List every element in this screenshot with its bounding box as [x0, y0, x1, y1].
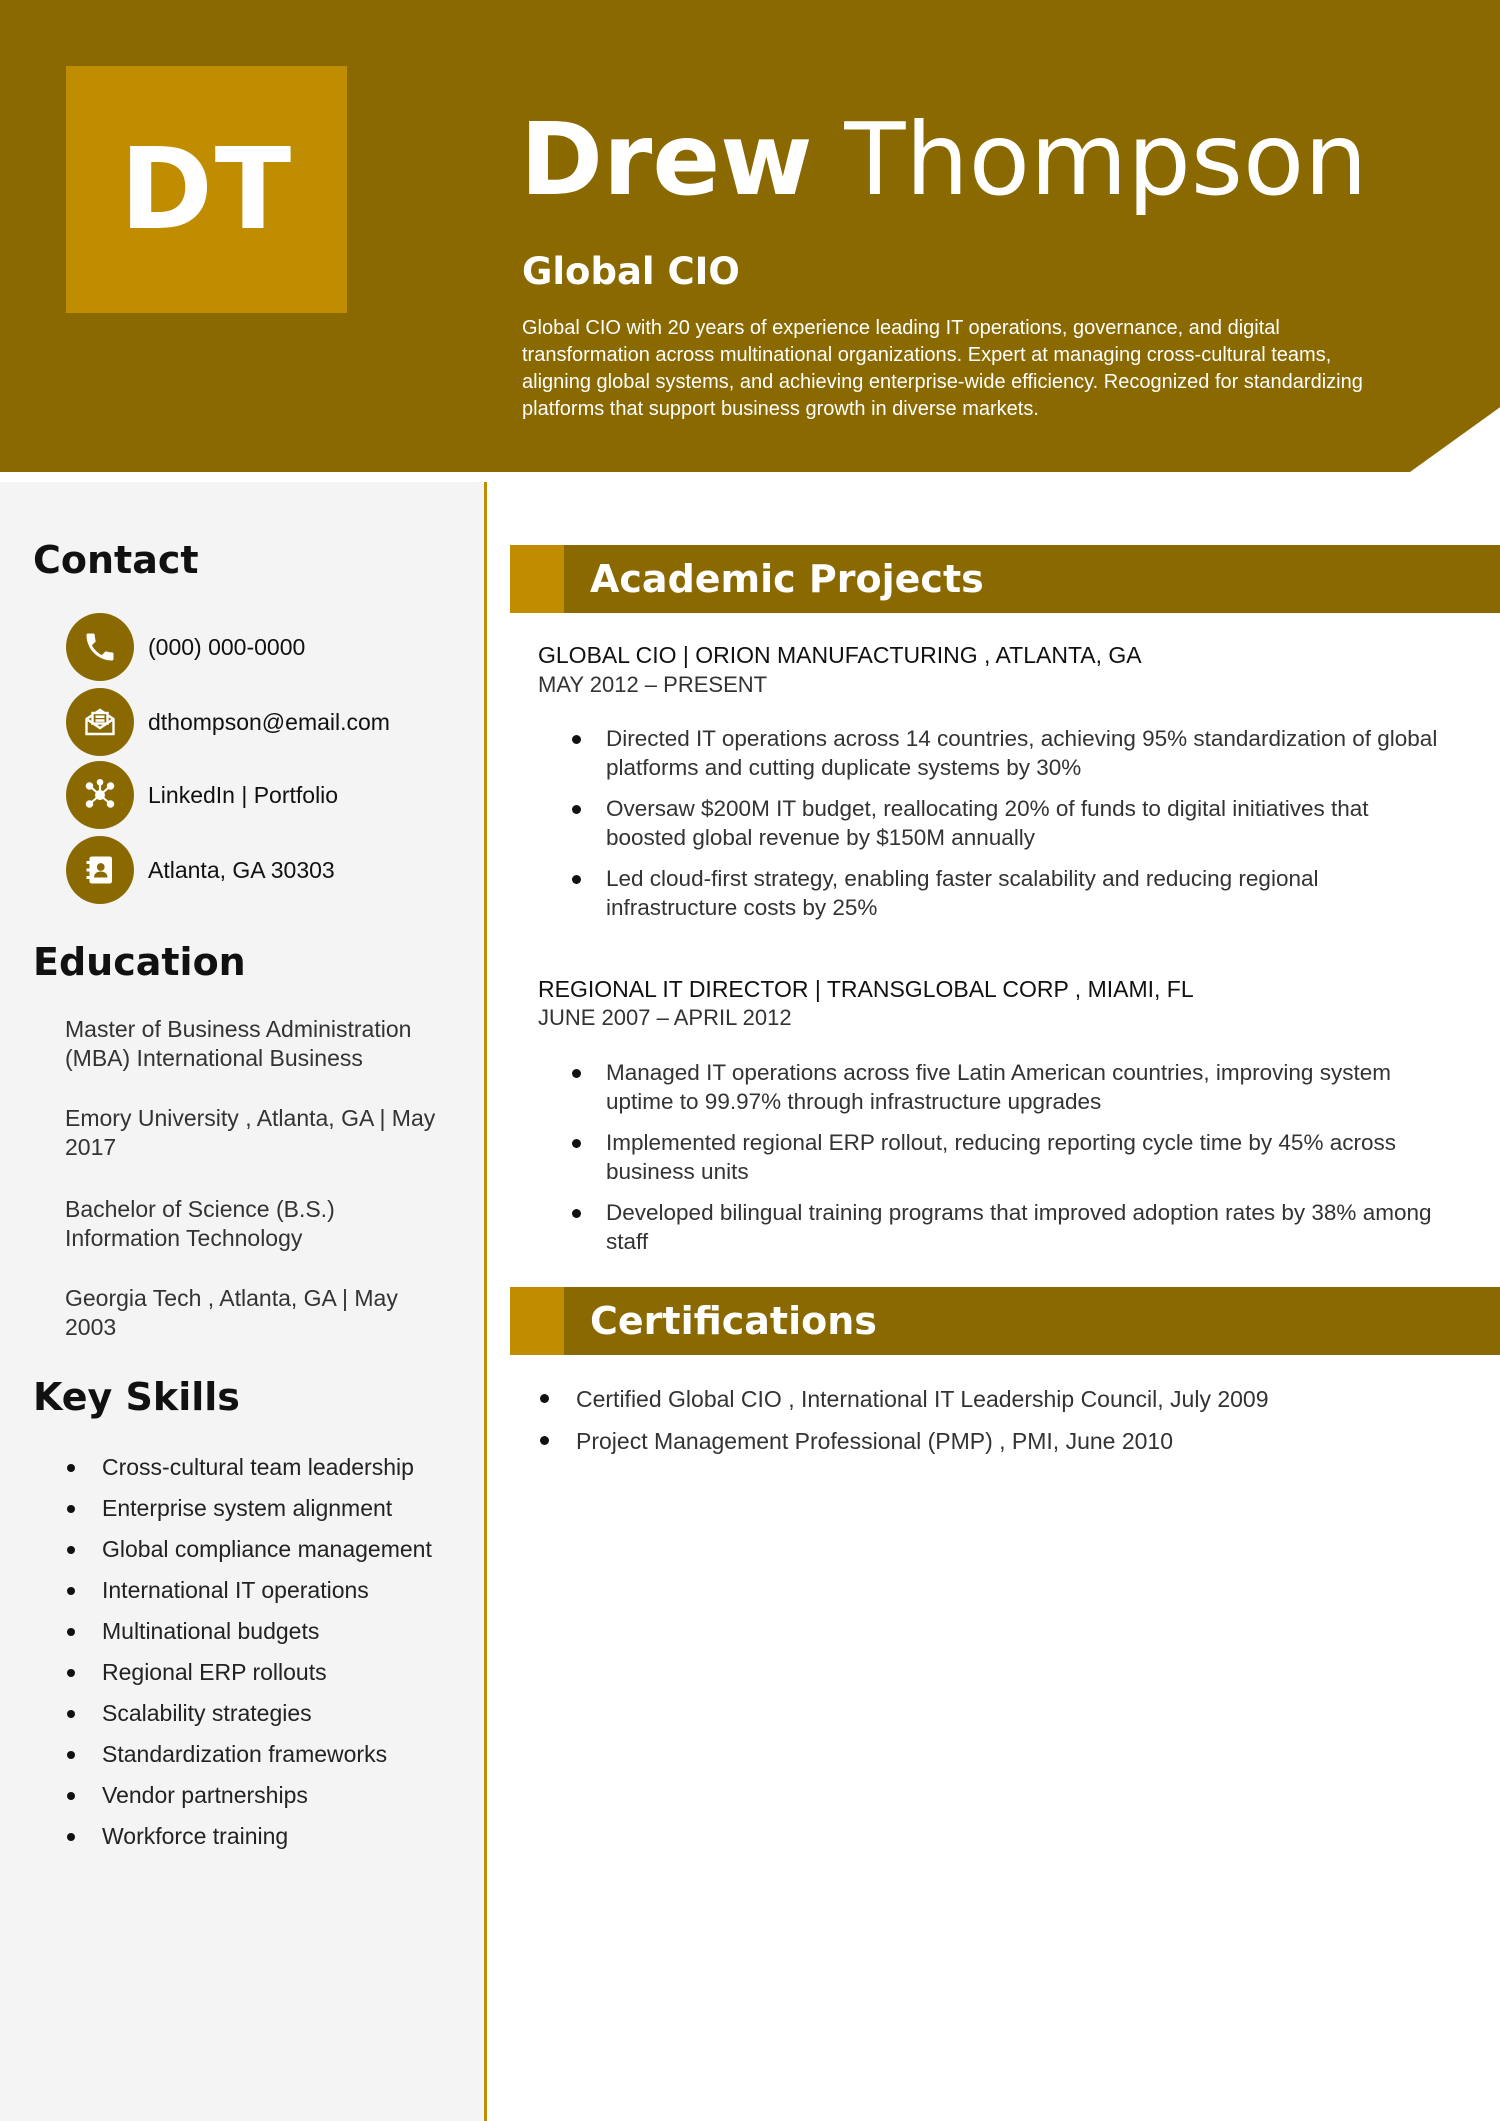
list-item: Developed bilingual training programs that improved adoption rates by 38% among staff [570, 1198, 1450, 1256]
list-item: Directed IT operations across 14 countries, achieving 95% standardization of global platforms and cutting duplicate systems by 30% [570, 724, 1450, 782]
skills-list [65, 1447, 465, 1857]
first-name: Drew [520, 101, 813, 218]
list-item: Scalability strategies [65, 1693, 465, 1734]
contact-address [66, 838, 335, 902]
network-icon [66, 761, 134, 829]
list-item: Cross-cultural team leadership [65, 1447, 465, 1488]
list-item: Regional ERP rollouts [65, 1652, 465, 1693]
header-notch-decoration [1410, 400, 1500, 472]
certifications-section-bar [510, 1287, 1500, 1355]
list-item: Led cloud-first strategy, enabling faster scalability and reducing regional infrastructure costs by 25% [570, 864, 1450, 922]
section-accent [510, 1287, 564, 1355]
education-degree-2: Bachelor of Science (B.S.) Information Technology [65, 1196, 335, 1251]
email-address[interactable]: dthompson@email.com [148, 708, 390, 735]
job-2-dates: JUNE 2007 – APRIL 2012 [538, 1005, 792, 1030]
education-degree-1: Master of Business Administration (MBA) International Business [65, 1016, 412, 1071]
education-heading: Education [33, 940, 246, 984]
list-item: Certified Global CIO , International IT Leadership Council, July 2009 [538, 1378, 1438, 1420]
header-banner [0, 0, 1500, 472]
education-school-2: Georgia Tech , Atlanta, GA | May 2003 [65, 1285, 398, 1340]
list-item: Workforce training [65, 1816, 465, 1857]
list-item: International IT operations [65, 1570, 465, 1611]
projects-section-bar [510, 545, 1500, 613]
list-item: Standardization frameworks [65, 1734, 465, 1775]
certifications-heading: Certifications [590, 1299, 877, 1343]
linkedin-portfolio-link[interactable]: LinkedIn | Portfolio [148, 781, 339, 808]
list-item: Global compliance management [65, 1529, 465, 1570]
job-2-bullets [570, 1058, 1450, 1268]
list-item: Oversaw $200M IT budget, reallocating 20% of funds to digital initiatives that boosted global revenue by $150M annually [570, 794, 1450, 852]
skills-heading: Key Skills [33, 1375, 240, 1419]
profile-summary: Global CIO with 20 years of experience leading IT operations, governance, and digital transformation across multinational organizations. Expert at managing cross-cultural teams, aligning global systems, and achieving enterprise-wide efficiency. Recognized for standardizing platforms that support business growth in diverse markets. [522, 317, 1363, 420]
job-1-dates: MAY 2012 – PRESENT [538, 672, 768, 697]
last-name: Thompson [844, 101, 1368, 218]
phone-icon [66, 613, 134, 681]
list-item: Project Management Professional (PMP) , PMI, June 2010 [538, 1420, 1438, 1462]
candidate-name [520, 101, 1368, 218]
list-item: Managed IT operations across five Latin American countries, improving system uptime to 99.97% through infrastructure upgrades [570, 1058, 1450, 1116]
list-item: Multinational budgets [65, 1611, 465, 1652]
contact-links [66, 763, 338, 827]
contact-phone [66, 615, 305, 679]
list-item: Vendor partnerships [65, 1775, 465, 1816]
certifications-list [538, 1378, 1438, 1462]
job-title: Global CIO [522, 250, 740, 293]
projects-heading: Academic Projects [590, 557, 984, 601]
job-1-bullets [570, 724, 1450, 934]
location: Atlanta, GA 30303 [148, 856, 335, 883]
contact-email [66, 690, 390, 754]
education-school-1: Emory University , Atlanta, GA | May 2017 [65, 1105, 436, 1160]
address-book-icon [66, 836, 134, 904]
sidebar [0, 482, 487, 2121]
phone-number[interactable]: (000) 000-0000 [148, 633, 306, 660]
contact-heading: Contact [33, 538, 199, 582]
job-1-header: GLOBAL CIO | ORION MANUFACTURING , ATLANTA, GA [538, 642, 1142, 668]
section-accent [510, 545, 564, 613]
list-item: Implemented regional ERP rollout, reducing reporting cycle time by 45% across business units [570, 1128, 1450, 1186]
job-2-header: REGIONAL IT DIRECTOR | TRANSGLOBAL CORP , MIAMI, FL [538, 976, 1194, 1002]
email-icon [66, 688, 134, 756]
monogram: DT [66, 66, 347, 313]
list-item: Enterprise system alignment [65, 1488, 465, 1529]
